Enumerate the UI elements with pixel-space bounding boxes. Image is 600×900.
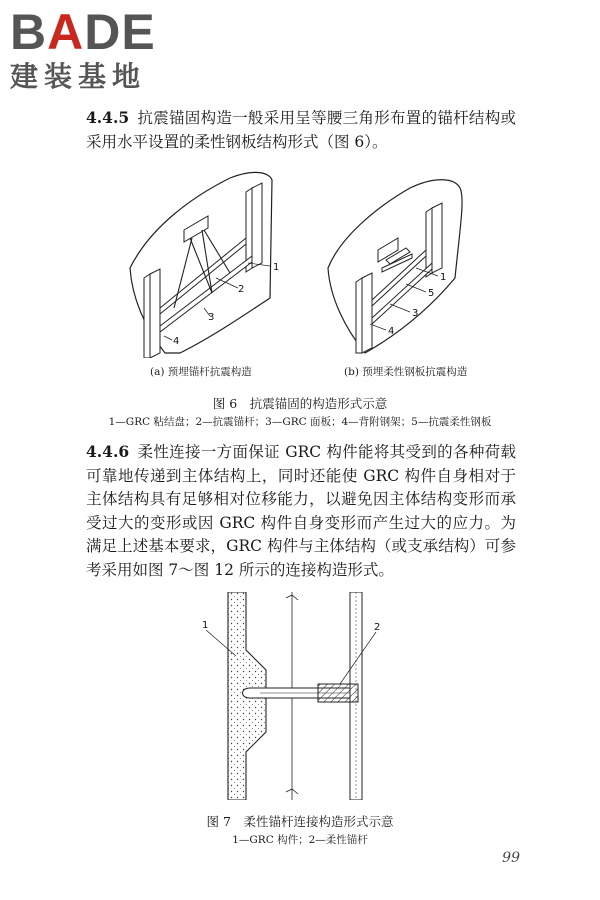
- label-b-4: 4: [388, 326, 395, 337]
- section-number: 4.4.6: [86, 442, 130, 461]
- logo-letter-a: A: [47, 4, 85, 60]
- figure-6a-diagram: [120, 168, 300, 358]
- logo-letters-de: DE: [84, 4, 156, 60]
- fig7-label-1: 1: [202, 620, 209, 631]
- label-b-1: 1: [440, 272, 447, 283]
- figure-7-caption: 图 7 柔性锚杆连接构造形式示意: [206, 814, 394, 829]
- label-a-1: 1: [273, 262, 280, 273]
- label-b-5: 5: [428, 288, 435, 299]
- section-text: 柔性连接一方面保证 GRC 构件能将其受到的各种荷载可靠地传递到主体结构上，同时还能使 GRC 构件自身相对于主体结构具有足够相对位移能力，以避免因主体结构变形而承受过大的变形或因 GRC 构件自身变形而产生过大的应力。为满足上述基本要求，GRC 构件与主体结构（或支承结构）可参考采用如图 7～图 12 所示的连接构造形式。: [86, 443, 516, 579]
- figure-6b-diagram: [320, 168, 480, 358]
- label-b-3: 3: [412, 308, 419, 319]
- fig7-label-2: 2: [374, 622, 381, 633]
- section-4-4-6: [86, 440, 516, 582]
- figure-6a-subcaption: (a) 预埋锚杆抗震构造: [150, 366, 252, 378]
- logo-letter-b: B: [10, 4, 48, 60]
- steel-plate: [378, 238, 412, 272]
- figure-7-legend: 1—GRC 构件；2—柔性锚杆: [232, 834, 368, 846]
- logo-subtitle: 建装基地: [10, 60, 147, 93]
- page-number: 99: [502, 850, 520, 866]
- label-a-2: 2: [238, 284, 245, 295]
- leader-lines: [164, 263, 270, 340]
- label-a-3: 3: [208, 312, 215, 323]
- section-text: 抗震锚固构造一般采用呈等腰三角形布置的锚杆结构或采用水平设置的柔性钢板结构形式（图 6）。: [86, 109, 516, 151]
- label-a-4: 4: [173, 336, 180, 347]
- section-number: 4.4.5: [86, 108, 130, 127]
- figure-7-diagram: [200, 592, 400, 800]
- figure-6-legend: 1—GRC 粘结盘；2—抗震锚杆；3—GRC 面板；4—背附钢架；5—抗震柔性钢板: [108, 416, 492, 428]
- figure-6-caption: 图 6 抗震锚固的构造形式示意: [212, 396, 388, 411]
- logo-wordmark: [10, 6, 156, 58]
- anchor-plate: [184, 216, 208, 242]
- brand-logo: [10, 6, 156, 94]
- section-4-4-5: [86, 106, 516, 154]
- figure-6b-subcaption: (b) 预埋柔性钢板抗震构造: [344, 366, 468, 378]
